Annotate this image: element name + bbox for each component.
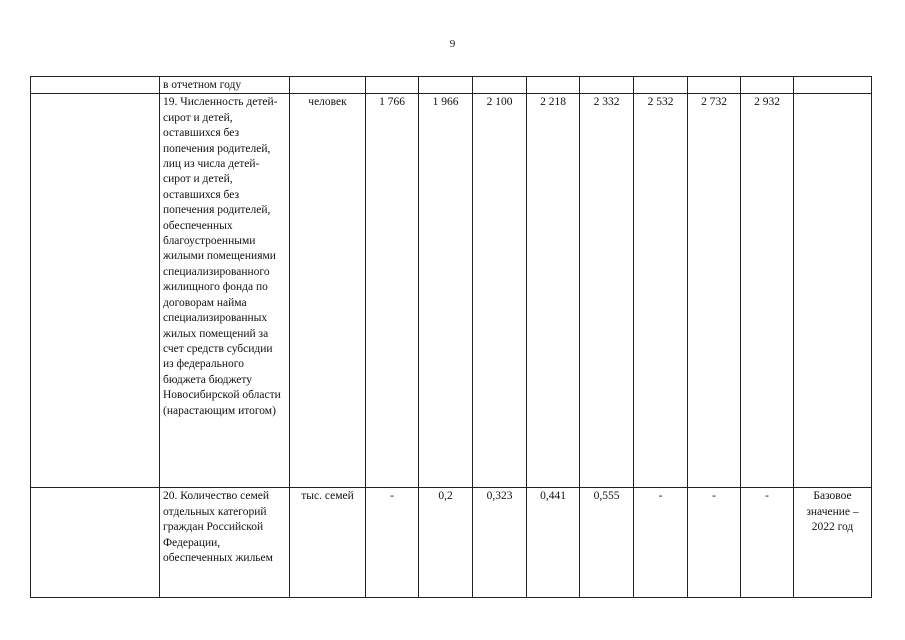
blank-cell <box>580 77 634 94</box>
value-cell: - <box>634 488 688 598</box>
table-row <box>31 94 872 488</box>
note-cell <box>794 94 872 488</box>
value-cell: 0,2 <box>419 488 473 598</box>
value-cell: 0,555 <box>580 488 634 598</box>
value-cell: 2 732 <box>688 94 741 488</box>
indicator-name: 20. Количество семей отдельных категорий граждан Российской Федерации, обеспеченных жильем <box>160 488 290 598</box>
note-cell: Базовое значение – 2022 год <box>794 488 872 598</box>
table-row <box>31 488 872 598</box>
blank-cell <box>31 488 160 598</box>
blank-cell <box>741 77 794 94</box>
indicators-table <box>30 76 872 598</box>
value-cell: 1 766 <box>366 94 419 488</box>
value-cell: 1 966 <box>419 94 473 488</box>
value-cell: 2 332 <box>580 94 634 488</box>
blank-cell <box>688 77 741 94</box>
unit-cell: человек <box>290 94 366 488</box>
blank-cell <box>634 77 688 94</box>
continuation-row <box>31 77 872 94</box>
indicator-name: 19. Численность детей-сирот и детей, оставшихся без попечения родителей, лиц из числа детей-сирот и детей, оставшихся без попечения родителей, обеспеченных благоустроенными жилыми помещениями специализированного жилищного фонда по договорам найма специализированных жилых помещений за счет средств субсидии из федерального бюджета бюджету Новосибирской области (нарастающим итогом) <box>160 94 290 488</box>
value-cell: 2 932 <box>741 94 794 488</box>
value-cell: 2 100 <box>473 94 527 488</box>
blank-cell <box>31 77 160 94</box>
value-cell: 2 532 <box>634 94 688 488</box>
blank-cell <box>527 77 580 94</box>
value-cell: - <box>688 488 741 598</box>
value-cell: 0,323 <box>473 488 527 598</box>
blank-cell <box>473 77 527 94</box>
value-cell: - <box>741 488 794 598</box>
value-cell: 2 218 <box>527 94 580 488</box>
value-cell: - <box>366 488 419 598</box>
page-number: 9 <box>449 38 456 50</box>
blank-cell <box>419 77 473 94</box>
blank-cell <box>366 77 419 94</box>
continuation-cell: в отчетном году <box>160 77 290 94</box>
value-cell: 0,441 <box>527 488 580 598</box>
blank-cell <box>31 94 160 488</box>
unit-cell: тыс. семей <box>290 488 366 598</box>
blank-cell <box>290 77 366 94</box>
blank-cell <box>794 77 872 94</box>
